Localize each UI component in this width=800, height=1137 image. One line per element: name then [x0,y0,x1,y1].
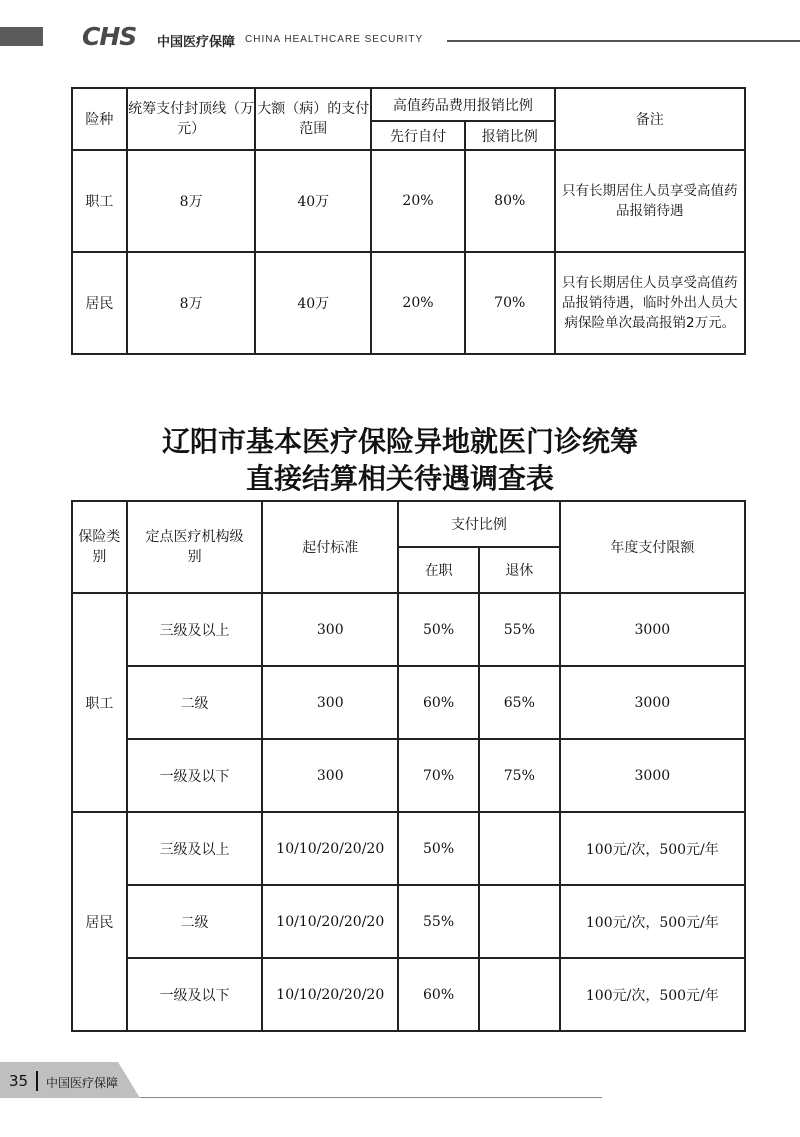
cell-type: 居民 [72,252,127,354]
header-insurance-type: 险种 [72,88,127,150]
cell-limit: 100元/次，500元/年 [560,885,745,958]
cell-level: 三级及以上 [127,812,263,885]
header-reimb-ratio: 报销比例 [465,121,555,150]
header-payment-ratio: 支付比例 [398,501,560,547]
cell-deductible: 300 [262,739,398,812]
header-cap: 统筹支付封顶线（万元） [127,88,256,150]
header-insurance-category: 保险类别 [72,501,127,593]
section-title-line1: 辽阳市基本医疗保险异地就医门诊统筹 [161,425,638,458]
cell-note: 只有长期居住人员享受高值药品报销待遇 [555,150,745,252]
header-annual-limit: 年度支付限额 [560,501,745,593]
cell-level: 三级及以上 [127,593,263,666]
cell-cap: 8万 [127,252,256,354]
header-title-cn: 中国医疗保障 [157,35,236,50]
cell-cap: 8万 [127,150,256,252]
header-employed: 在职 [398,547,479,593]
table-row [72,812,745,885]
cell-employed: 50% [398,593,479,666]
header-note: 备注 [555,88,745,150]
table-row [72,958,745,1031]
cell-reimb: 80% [465,150,555,252]
cell-note: 只有长期居住人员享受高值药品报销待遇，临时外出人员大病保险单次最高报销2万元。 [555,252,745,354]
header-range: 大额（病）的支付范围 [255,88,371,150]
cell-retired: 65% [479,666,560,739]
cell-category: 居民 [72,812,127,1031]
cell-retired [479,958,560,1031]
cell-deductible: 300 [262,593,398,666]
header-retired: 退休 [479,547,560,593]
table-row [72,739,745,812]
cell-limit: 3000 [560,593,745,666]
cell-limit: 100元/次，500元/年 [560,812,745,885]
cell-employed: 60% [398,958,479,1031]
cell-range: 40万 [255,252,371,354]
header-high-value-drug-ratio: 高值药品费用报销比例 [371,88,555,121]
header-facility-level: 定点医疗机构级别 [127,501,263,593]
cell-retired [479,812,560,885]
section-title-line2: 直接结算相关待遇调查表 [245,462,554,495]
cell-employed: 70% [398,739,479,812]
cell-level: 二级 [127,885,263,958]
cell-retired: 75% [479,739,560,812]
cell-deductible: 10/10/20/20/20 [262,958,398,1031]
cell-limit: 100元/次，500元/年 [560,958,745,1031]
footer-divider [36,1071,38,1091]
table-row [72,666,745,739]
cell-employed: 50% [398,812,479,885]
cell-retired [479,885,560,958]
cell-deductible: 300 [262,666,398,739]
cell-type: 职工 [72,150,127,252]
cell-employed: 60% [398,666,479,739]
cell-level: 一级及以下 [127,739,263,812]
header-self-pay: 先行自付 [371,121,465,150]
cell-deductible: 10/10/20/20/20 [262,812,398,885]
footer-rule [140,1097,602,1098]
cell-employed: 55% [398,885,479,958]
cell-self-pay: 20% [371,150,465,252]
chs-logo: CHS [82,22,137,51]
table-row [72,885,745,958]
header-decor-block [0,27,43,46]
cell-level: 一级及以下 [127,958,263,1031]
cell-limit: 3000 [560,666,745,739]
page-number: 35 [9,1072,29,1090]
table-row [72,150,745,252]
cell-reimb: 70% [465,252,555,354]
insurance-cap-table [71,87,746,355]
cell-category: 职工 [72,593,127,812]
table-row [72,593,745,666]
cell-deductible: 10/10/20/20/20 [262,885,398,958]
cell-self-pay: 20% [371,252,465,354]
cell-retired: 55% [479,593,560,666]
cell-range: 40万 [255,150,371,252]
header-deductible: 起付标准 [262,501,398,593]
outpatient-settlement-table [71,500,746,1032]
header-rule [447,40,800,42]
cell-limit: 3000 [560,739,745,812]
header-title-en: CHINA HEALTHCARE SECURITY [245,34,424,45]
table-row [72,252,745,354]
footer-title: 中国医疗保障 [46,1076,119,1090]
cell-level: 二级 [127,666,263,739]
